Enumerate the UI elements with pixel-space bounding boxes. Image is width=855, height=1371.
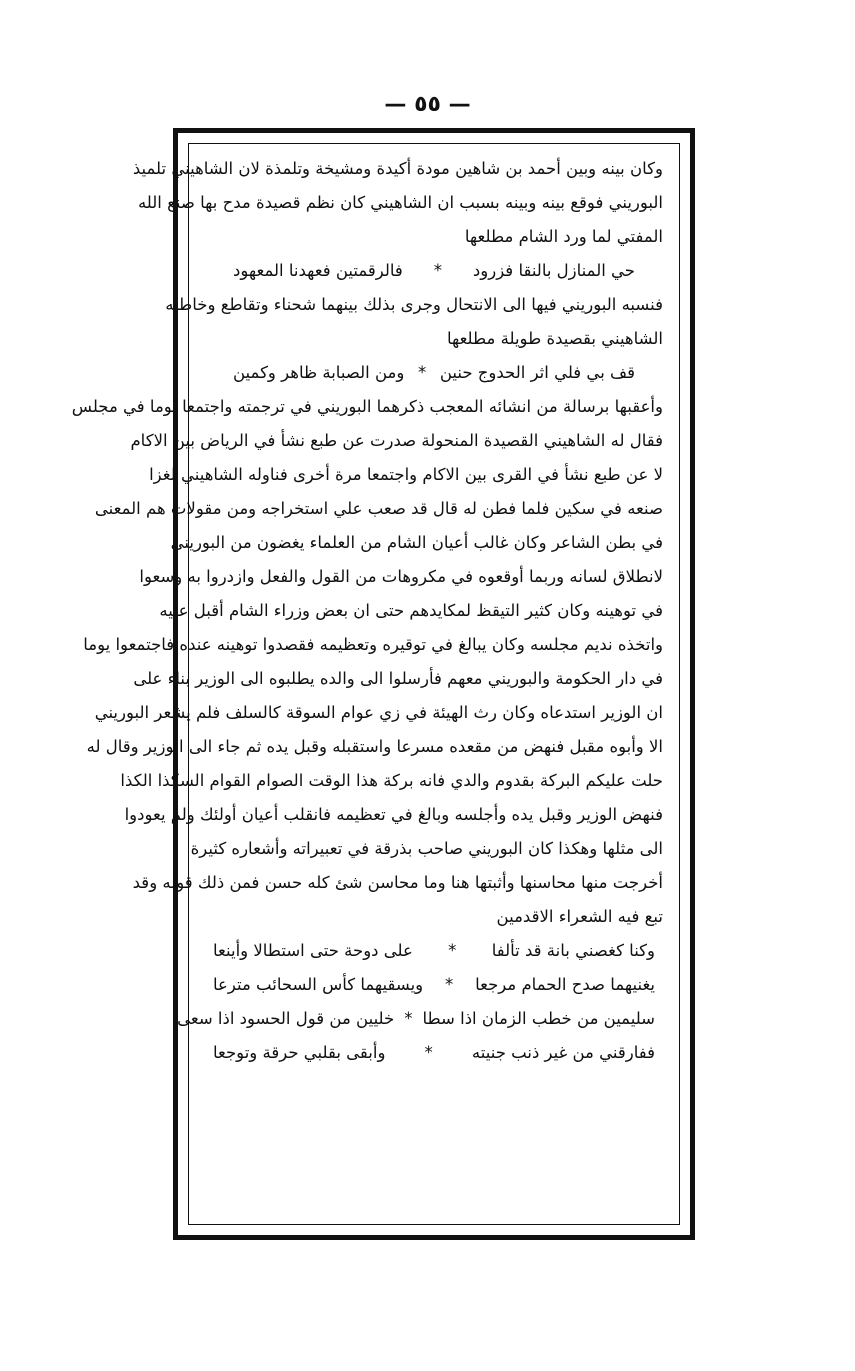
- text-line: فنهض الوزير وقبل يده وأجلسه وبالغ في تعظيمه فانقلب أعيان أولئك ولم يعودوا: [124, 805, 663, 824]
- text-line: المفتي لما ورد الشام مطلعها: [464, 227, 663, 246]
- verse-hemistich-right: يغنيهما صدح الحمام مرجعا: [475, 975, 655, 994]
- text-line: لا عن طبع نشأ في القرى بين الاكام واجتمعا مرة أخرى فناوله الشاهيني لغزا: [149, 465, 663, 484]
- text-line: وكان بينه وبين أحمد بن شاهين مودة أكيدة ومشيخة وتلمذة لان الشاهيني تلميذ: [132, 159, 663, 178]
- text-line: في بطن الشاعر وكان غالب أعيان الشام من العلماء يغضون من البوريني: [170, 533, 663, 552]
- verse-hemistich-right: وكنا كغصني بانة قد تألفا: [491, 941, 655, 960]
- verse-separator: *: [417, 363, 427, 382]
- verse-hemistich-right: ففارقني من غير ذنب جنيته: [471, 1043, 655, 1062]
- verse-separator: *: [424, 1043, 433, 1062]
- verse-separator: *: [448, 941, 457, 960]
- text-line: في توهينه وكان كثير التيقظ لمكايدهم حتى ان بعض وزراء الشام أقبل عليه: [159, 601, 663, 620]
- text-line: فنسبه البوريني فيها الى الانتحال وجرى بذلك بينهما شحناء وتقاطع وخاطبه: [165, 295, 663, 314]
- verse-line: [205, 356, 663, 390]
- page-frame-inner: [71, 143, 680, 1225]
- verse-hemistich-right: قف بي فلي اثر الحدوج حنين: [439, 363, 635, 382]
- text-line: واتخذه نديم مجلسه وكان يبالغ في توقيره وتعظيمه فقصدوا توهينه عنده فاجتمعوا يوما: [83, 635, 663, 654]
- verse-line: [205, 254, 663, 288]
- verse-hemistich-left: ومن الصبابة ظاهر وكمين: [233, 363, 405, 382]
- verse-hemistich-left: ويسقيهما كأس السحائب مترعا: [213, 975, 424, 994]
- page-number: — ٥٥ —: [384, 92, 471, 117]
- text-line: ان الوزير استدعاه وكان رث الهيئة في زي عوام السوقة كالسلف فلم يشعر البوريني: [94, 703, 663, 722]
- verse-hemistich-left: خليين من قول الحسود اذا سعى: [177, 1009, 395, 1028]
- text-line: الى مثلها وهكذا كان البوريني صاحب بذرقة في تعبيراته وأشعاره كثيرة: [190, 839, 663, 858]
- poem-verse: [177, 1002, 663, 1036]
- verse-hemistich-right: سليمين من خطب الزمان اذا سطا: [422, 1009, 655, 1028]
- text-line: فقال له الشاهيني القصيدة المنحولة صدرت عن طبع نشأ في الرياض بين الاكام: [130, 431, 663, 450]
- text-line: صنعه في سكين فلما فطن له قال قد صعب علي استخراجه ومن مقولات هم المعنى: [94, 499, 663, 518]
- text-line: الشاهيني بقصيدة طويلة مطلعها: [446, 329, 663, 348]
- poem-verse: [205, 968, 663, 1002]
- verse-hemistich-left: فالرقمتين فعهدنا المعهود: [233, 261, 403, 280]
- verse-hemistich-left: على دوحة حتى استطالا وأينعا: [213, 941, 413, 960]
- poem-verse: [205, 934, 663, 968]
- verse-hemistich-left: وأبقى بقلبي حرقة وتوجعا: [213, 1043, 386, 1062]
- verse-hemistich-right: حي المنازل بالنقا فزرود: [472, 261, 635, 280]
- text-line: تبع فيه الشعراء الاقدمين: [496, 907, 663, 926]
- text-line: الا وأبوه مقبل فنهض من مقعده مسرعا واستقبله وقبل يده ثم جاء الى الوزير وقال له: [86, 737, 663, 756]
- verse-separator: *: [433, 261, 442, 280]
- text-block: [71, 152, 663, 1216]
- poem-verse: [205, 1036, 663, 1070]
- text-line: حلت عليكم البركة بقدوم والدي فانه بركة هذا الوقت الصوام القوام السكذا الكذا: [120, 771, 663, 790]
- page-frame: [71, 128, 695, 1240]
- text-line: لانطلاق لسانه وربما أوقعوه في مكروهات من القول والفعل وازدروا به وسعوا: [139, 567, 663, 586]
- text-line: وأعقبها برسالة من انشائه المعجب ذكرهما البوريني في ترجمته واجتمعا يوما في مجلس: [71, 397, 663, 416]
- text-line: البوريني فوقع بينه وبينه بسبب ان الشاهيني كان نظم قصيدة مدح بها صنع الله: [137, 193, 663, 212]
- verse-separator: *: [404, 1009, 413, 1028]
- text-line: أخرجت منها محاسنها وأثبتها هنا وما محاسن شئ كله حسن فمن ذلك قوله وقد: [132, 873, 663, 892]
- verse-separator: *: [444, 975, 454, 994]
- text-line: في دار الحكومة والبوريني معهم فأرسلوا الى والده يطلبوه الى الوزير بناء على: [133, 669, 663, 688]
